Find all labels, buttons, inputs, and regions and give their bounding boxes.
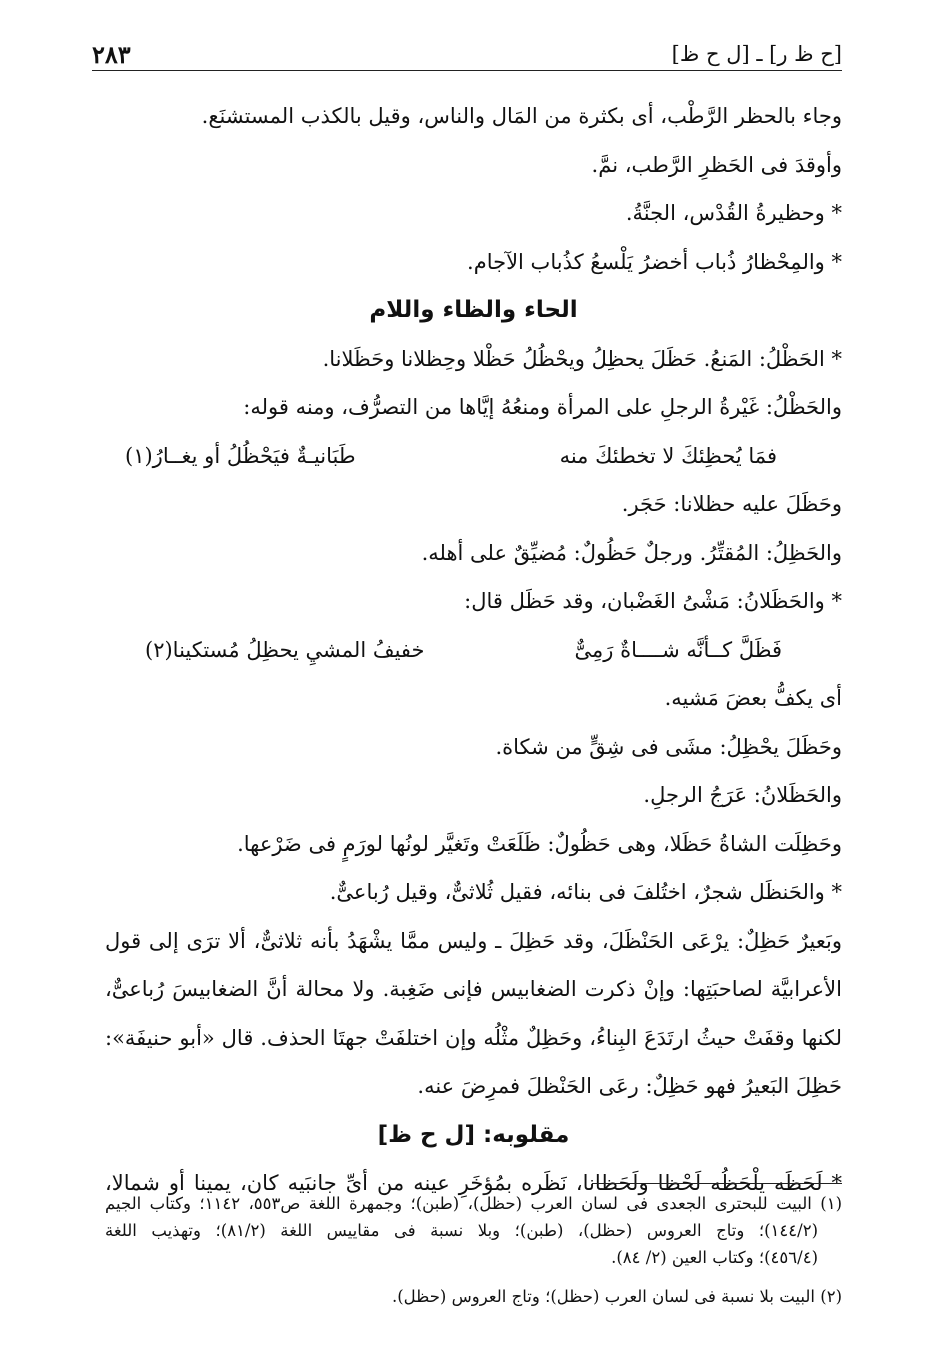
verse-hemistich-second: طَبَانيـةٌ فيَحْظُلُ أو يغــارُ(١) <box>125 443 356 468</box>
running-title: [ح ظ ر] ـ [ل ح ظ] <box>671 42 842 66</box>
text-line: وبَعيرٌ حَظِلٌ: يرْعَى الحَنْظَلَ، وقد حَظِلَ ـ وليس ممَّا يشْهَدُ بأنه ثلاثىٌّ، ألا ترَى إلى قول <box>105 928 842 953</box>
text-line: حَظِلَ البَعيرُ فهو حَظِلٌ: رعَى الحَنْظلَ فمرِضَ عنه. <box>417 1074 842 1098</box>
verse-hemistich-second: خفيفُ المشيِ يحظِلُ مُستكينا(٢) <box>145 637 425 662</box>
footnote-rule <box>592 1183 842 1184</box>
text-line: * لَحَظَه يلْحَظُه لَحْظا ولَحَظانا، نَظَره بمُؤخَرِ عينه من أىِّ جانبَيه كان، يمينا أو شمالا، <box>105 1171 842 1195</box>
text-line: الأعرابيَّة لصاحبَتِها: وإنْ ذكرت الضغابيس فإنى ضَغِبة. ولا محالة أنَّ الضغابيسَ رُباعىٌّ، <box>105 977 842 1001</box>
text-line: وحَظِلَت الشاةُ حَظَلا، وهى حَظُولٌ: ظَلَعَتْ وتَغيَّر لونُها لورَمٍ فى ضَرْعها. <box>237 831 842 856</box>
text-line: والحَظَلانُ: عَرَجُ الرجلِ. <box>643 783 842 807</box>
section-heading: مقلوبه: [ل ح ظ] <box>377 1121 570 1148</box>
text-line: وجاء بالحظر الرَّطْب، أى بكثرة من المَال والناس، وقيل بالكذب المستشنَع. <box>201 104 842 128</box>
footnotes <box>105 1190 842 1310</box>
poem-verse <box>105 432 842 481</box>
header-rule <box>92 70 842 71</box>
text-line: * الحَظْلُ: المَنعُ. حَظَلَ يحظِلُ ويحْظُلُ حَظْلا وحِظلانا وحَظَلانا. <box>322 346 842 371</box>
text-line: * والمِحْظارُ ذُباب أخضرُ يَلْسعُ كذُباب الآجام. <box>467 249 842 274</box>
footnote-line: (١) البيت للبحترى الجعدى فى لسان العرب (حظل)، (طبن)؛ وجمهرة اللغة ص٥٥٣، ١١٤٢؛ وكتاب الجيم <box>105 1194 842 1213</box>
text-line: * وحظيرةُ القُدْس، الجنَّةُ. <box>625 201 842 225</box>
footnote-line: (٤٥٦/٤)؛ وكتاب العين (٢/ ٨٤). <box>611 1248 818 1267</box>
text-line: وأوقدَ فى الحَظرِ الرَّطب، نمَّ. <box>591 152 842 177</box>
poem-verse <box>105 626 842 675</box>
text-line: * والحَنظَل شجرٌ، اختُلفَ فى بنائه، فقيل ثُلاثىٌّ، وقيل رُباعىٌّ. <box>329 880 842 904</box>
verse-hemistich-first: فمَا يُحظِئكَ لا تخطئكَ منه <box>559 443 777 468</box>
footnote-line: (١٤٤/٢)؛ وتاج العروس (حظل)، (طبن)؛ وبلا نسبة فى مقاييس اللغة (٨١/٢)؛ وتهذيب اللغة <box>105 1221 818 1240</box>
text-line: أى يكفُّ بعضَ مَشيه. <box>664 686 842 710</box>
text-line: والحَظِلُ: المُقتِّرُ. ورجلٌ حَظُولٌ: مُضيِّقٌ على أهله. <box>421 540 842 565</box>
text-line: لكنها وقفَتْ حيثُ ارتَدَعَ البِناءُ، وحَظِلٌ مثْلُه وإن اختلفَتْ جهتَا الحذف. قال «أبو حنيفَة»: <box>105 1025 842 1050</box>
section-heading: الحاء والظاء واللام <box>369 297 578 323</box>
footnote-line: (٢) البيت بلا نسبة فى لسان العرب (حظل)؛ وتاج العروس (حظل). <box>391 1287 842 1306</box>
text-line: * والحَظَلانُ: مَشْىُ الغَضْبان، وقد حَظَل قال: <box>464 589 842 613</box>
text-line: والحَظْلُ: غَيْرةُ الرجلِ على المرأة ومنعُهُ إيَّاها من التصرُّف، ومنه قوله: <box>243 395 842 419</box>
page-number: ٢٨٣ <box>92 40 131 69</box>
text-line: وحَظَلَ عليه حظلانا: حَجَر. <box>621 492 842 516</box>
text-line: وحَظَلَ يحْظِلُ: مشَى فى شِقٍّ من شكاة. <box>495 734 842 759</box>
running-header <box>92 40 842 72</box>
verse-hemistich-first: فَظَلَّ كــأنَّه شــــاةٌ رَمِىٌّ <box>574 637 782 662</box>
main-text <box>105 92 842 1208</box>
